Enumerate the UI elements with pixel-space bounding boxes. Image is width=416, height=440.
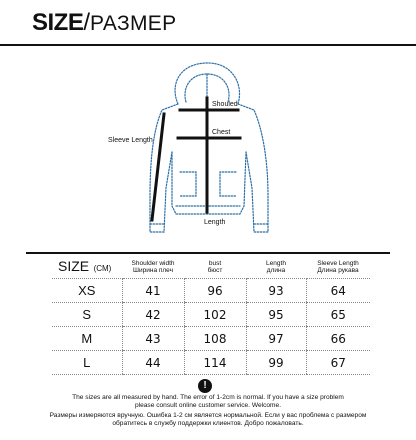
label-shoulder: Shouled: [212, 101, 238, 108]
cell-length: 95: [246, 303, 306, 327]
cell-bust: 114: [184, 351, 246, 375]
cell-sleeve: 65: [306, 303, 370, 327]
cell-bust: 96: [184, 279, 246, 303]
title-russian: РАЗМЕР: [90, 12, 177, 35]
hoodie-outline-illustration: [0, 46, 416, 252]
size-table-container: [52, 256, 370, 375]
notice-en-line-1: The sizes are all measured by hand. The error of 1-2cm is normal. If you have a size problem: [72, 394, 344, 401]
cell-bust: 108: [184, 327, 246, 351]
page-title: [32, 8, 176, 39]
header-size: SIZE (CM): [52, 256, 122, 279]
cell-shoulder: 41: [122, 279, 184, 303]
notice-ru-line-2: обратитесь в службу поддержки клиентов. Добро пожаловать.: [112, 420, 304, 427]
exclamation-icon: !: [198, 379, 212, 393]
cell-sleeve: 64: [306, 279, 370, 303]
header-shoulder: Shoulder width Ширина плеч: [122, 256, 184, 279]
cell-length: 93: [246, 279, 306, 303]
title-size: SIZE: [32, 9, 84, 36]
table-row: [52, 351, 370, 375]
jacket-diagram: [0, 46, 416, 252]
cell-size: L: [52, 351, 122, 375]
cell-shoulder: 42: [122, 303, 184, 327]
cell-sleeve: 66: [306, 327, 370, 351]
notice-russian: [10, 412, 406, 428]
cell-length: 97: [246, 327, 306, 351]
notice-ru-line-1: Размеры измеряются вручную. Ошибка 1-2 см является нормальной. Если у вас проблема с размером: [49, 412, 367, 419]
cell-size: S: [52, 303, 122, 327]
notice-en-line-2: please consult online customer service. Welcome.: [134, 402, 282, 409]
cell-bust: 102: [184, 303, 246, 327]
label-sleeve-length: Sleeve Length: [108, 137, 153, 144]
notice-english: [10, 394, 406, 410]
header-length: Length длина: [246, 256, 306, 279]
cell-shoulder: 44: [122, 351, 184, 375]
title-slash: /: [83, 9, 91, 36]
size-table: [52, 256, 370, 375]
cell-size: XS: [52, 279, 122, 303]
table-row: [52, 303, 370, 327]
cell-size: M: [52, 327, 122, 351]
header-sleeve: Sleeve Length Длина рукава: [306, 256, 370, 279]
sleeve-line: [152, 114, 164, 220]
label-chest: Chest: [212, 129, 231, 136]
label-length: Length: [204, 219, 226, 226]
table-row: [52, 327, 370, 351]
header-bust: bust бюст: [184, 256, 246, 279]
cell-sleeve: 67: [306, 351, 370, 375]
section-divider: [26, 252, 390, 254]
cell-shoulder: 43: [122, 327, 184, 351]
table-row: [52, 279, 370, 303]
cell-length: 99: [246, 351, 306, 375]
table-header-row: [52, 256, 370, 279]
